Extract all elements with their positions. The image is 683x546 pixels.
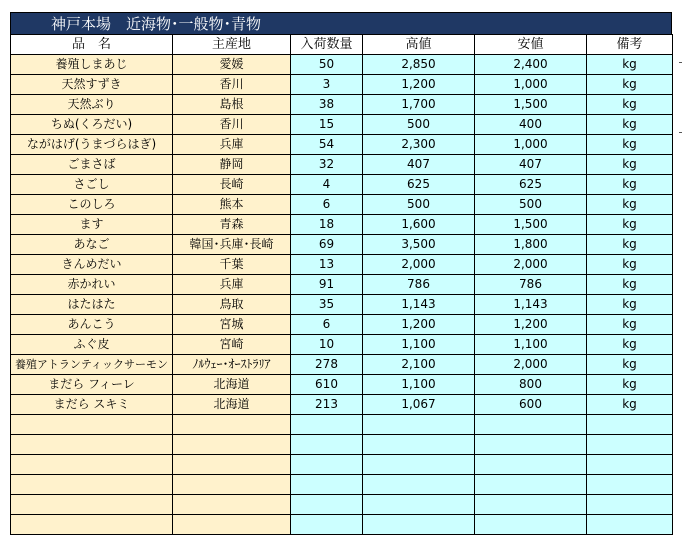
cell-name <box>11 515 173 535</box>
cell-high: 1,100 <box>363 335 475 355</box>
cell-qty: 15 <box>291 115 363 135</box>
cell-low: 786 <box>475 275 587 295</box>
edge-mark <box>679 62 682 63</box>
cell-qty <box>291 415 363 435</box>
cell-low: 407 <box>475 155 587 175</box>
cell-origin <box>173 515 291 535</box>
cell-name: きんめだい <box>11 255 173 275</box>
cell-low: 800 <box>475 375 587 395</box>
cell-qty: 50 <box>291 55 363 75</box>
cell-origin: 島根 <box>173 95 291 115</box>
cell-note: kg <box>587 115 673 135</box>
table-row <box>11 95 673 115</box>
cell-qty: 213 <box>291 395 363 415</box>
cell-name: あんこう <box>11 315 173 335</box>
cell-origin: 青森 <box>173 215 291 235</box>
cell-origin: 千葉 <box>173 255 291 275</box>
cell-qty: 13 <box>291 255 363 275</box>
cell-origin: 北海道 <box>173 375 291 395</box>
cell-note: kg <box>587 255 673 275</box>
table-row <box>11 275 673 295</box>
cell-high: 2,000 <box>363 255 475 275</box>
cell-low <box>475 515 587 535</box>
cell-low <box>475 435 587 455</box>
table-row <box>11 235 673 255</box>
cell-note: kg <box>587 275 673 295</box>
cell-name: さごし <box>11 175 173 195</box>
cell-note: kg <box>587 375 673 395</box>
header-note: 備考 <box>587 35 673 55</box>
cell-high: 1,143 <box>363 295 475 315</box>
price-sheet <box>10 12 672 535</box>
table-row <box>11 475 673 495</box>
cell-low: 500 <box>475 195 587 215</box>
cell-note: kg <box>587 175 673 195</box>
cell-high <box>363 515 475 535</box>
table-row <box>11 335 673 355</box>
cell-qty: 6 <box>291 315 363 335</box>
cell-qty: 69 <box>291 235 363 255</box>
edge-mark <box>679 132 682 133</box>
table-row <box>11 355 673 375</box>
cell-name <box>11 415 173 435</box>
cell-origin: ﾉﾙｳｪｰ･ｵｰｽﾄﾗﾘｱ <box>173 355 291 375</box>
table-row <box>11 255 673 275</box>
cell-name: 天然すずき <box>11 75 173 95</box>
table-row <box>11 155 673 175</box>
cell-note <box>587 435 673 455</box>
cell-name: はたはた <box>11 295 173 315</box>
cell-low: 1,200 <box>475 315 587 335</box>
cell-high: 1,700 <box>363 95 475 115</box>
cell-high: 2,100 <box>363 355 475 375</box>
cell-high <box>363 455 475 475</box>
cell-origin <box>173 455 291 475</box>
cell-low: 1,000 <box>475 135 587 155</box>
cell-note <box>587 515 673 535</box>
cell-note: kg <box>587 55 673 75</box>
cell-note: kg <box>587 155 673 175</box>
table-row <box>11 215 673 235</box>
cell-note <box>587 475 673 495</box>
cell-origin: 宮崎 <box>173 335 291 355</box>
cell-qty: 10 <box>291 335 363 355</box>
cell-low: 625 <box>475 175 587 195</box>
cell-low: 1,800 <box>475 235 587 255</box>
cell-low <box>475 415 587 435</box>
cell-high: 1,067 <box>363 395 475 415</box>
cell-high: 407 <box>363 155 475 175</box>
cell-qty: 38 <box>291 95 363 115</box>
cell-origin: 宮城 <box>173 315 291 335</box>
cell-low: 1,500 <box>475 215 587 235</box>
cell-low: 1,000 <box>475 75 587 95</box>
cell-qty: 6 <box>291 195 363 215</box>
cell-name: ながはげ(うまづらはぎ) <box>11 135 173 155</box>
cell-low: 2,000 <box>475 355 587 375</box>
cell-high: 786 <box>363 275 475 295</box>
cell-high <box>363 435 475 455</box>
cell-note: kg <box>587 215 673 235</box>
cell-high <box>363 475 475 495</box>
cell-low: 2,000 <box>475 255 587 275</box>
cell-low <box>475 495 587 515</box>
table-row <box>11 55 673 75</box>
cell-low: 1,100 <box>475 335 587 355</box>
cell-name: ちぬ(くろだい) <box>11 115 173 135</box>
cell-name: あなご <box>11 235 173 255</box>
header-qty: 入荷数量 <box>291 35 363 55</box>
cell-qty: 54 <box>291 135 363 155</box>
cell-qty: 610 <box>291 375 363 395</box>
table-row <box>11 415 673 435</box>
cell-high: 500 <box>363 115 475 135</box>
cell-origin: 愛媛 <box>173 55 291 75</box>
cell-origin: 香川 <box>173 75 291 95</box>
header-origin: 主産地 <box>173 35 291 55</box>
cell-origin: 兵庫 <box>173 275 291 295</box>
cell-note: kg <box>587 315 673 335</box>
header-high: 高値 <box>363 35 475 55</box>
table-row <box>11 375 673 395</box>
cell-qty: 3 <box>291 75 363 95</box>
header-name: 品 名 <box>11 35 173 55</box>
cell-qty: 18 <box>291 215 363 235</box>
cell-high: 1,100 <box>363 375 475 395</box>
cell-high: 2,300 <box>363 135 475 155</box>
cell-origin: 熊本 <box>173 195 291 215</box>
cell-qty: 4 <box>291 175 363 195</box>
cell-origin: 静岡 <box>173 155 291 175</box>
cell-name <box>11 475 173 495</box>
cell-name: まだら スキミ <box>11 395 173 415</box>
sheet-title: 神戸本場 近海物･一般物･青物 <box>10 12 672 34</box>
cell-note: kg <box>587 135 673 155</box>
cell-low: 600 <box>475 395 587 415</box>
cell-origin: 鳥取 <box>173 295 291 315</box>
cell-qty: 32 <box>291 155 363 175</box>
cell-high: 2,850 <box>363 55 475 75</box>
cell-name: ごまさば <box>11 155 173 175</box>
cell-low: 1,143 <box>475 295 587 315</box>
table-row <box>11 195 673 215</box>
cell-qty <box>291 495 363 515</box>
cell-origin <box>173 495 291 515</box>
cell-qty: 278 <box>291 355 363 375</box>
cell-note: kg <box>587 355 673 375</box>
cell-qty <box>291 515 363 535</box>
header-low: 安値 <box>475 35 587 55</box>
cell-origin <box>173 415 291 435</box>
cell-note <box>587 495 673 515</box>
cell-high: 3,500 <box>363 235 475 255</box>
cell-origin: 香川 <box>173 115 291 135</box>
cell-name <box>11 495 173 515</box>
cell-high <box>363 495 475 515</box>
cell-name: まだら フィーレ <box>11 375 173 395</box>
cell-note: kg <box>587 335 673 355</box>
cell-low <box>475 475 587 495</box>
cell-origin: 長崎 <box>173 175 291 195</box>
table-row <box>11 75 673 95</box>
cell-note: kg <box>587 235 673 255</box>
cell-note: kg <box>587 195 673 215</box>
cell-name: 養殖しまあじ <box>11 55 173 75</box>
cell-high: 625 <box>363 175 475 195</box>
table-row <box>11 495 673 515</box>
cell-note: kg <box>587 75 673 95</box>
cell-note <box>587 415 673 435</box>
header-row <box>11 35 673 55</box>
cell-low <box>475 455 587 475</box>
cell-name: 赤かれい <box>11 275 173 295</box>
cell-high: 1,200 <box>363 75 475 95</box>
cell-qty: 91 <box>291 275 363 295</box>
cell-low: 400 <box>475 115 587 135</box>
cell-name: ます <box>11 215 173 235</box>
cell-origin: 韓国･兵庫･長崎 <box>173 235 291 255</box>
table-row <box>11 315 673 335</box>
cell-high: 500 <box>363 195 475 215</box>
cell-note: kg <box>587 395 673 415</box>
table-row <box>11 455 673 475</box>
cell-name: ふぐ皮 <box>11 335 173 355</box>
cell-low: 1,500 <box>475 95 587 115</box>
cell-name: 天然ぶり <box>11 95 173 115</box>
cell-origin: 兵庫 <box>173 135 291 155</box>
cell-name: 養殖アトランティックサーモン <box>11 355 173 375</box>
cell-name: このしろ <box>11 195 173 215</box>
cell-high: 1,600 <box>363 215 475 235</box>
cell-qty: 35 <box>291 295 363 315</box>
table-body <box>11 55 673 535</box>
price-table <box>10 34 673 535</box>
cell-note: kg <box>587 95 673 115</box>
cell-note <box>587 455 673 475</box>
cell-qty <box>291 435 363 455</box>
cell-high: 1,200 <box>363 315 475 335</box>
table-row <box>11 115 673 135</box>
cell-qty <box>291 455 363 475</box>
cell-origin: 北海道 <box>173 395 291 415</box>
table-row <box>11 295 673 315</box>
cell-origin <box>173 435 291 455</box>
table-row <box>11 395 673 415</box>
cell-name <box>11 455 173 475</box>
cell-name <box>11 435 173 455</box>
cell-origin <box>173 475 291 495</box>
table-row <box>11 515 673 535</box>
cell-note: kg <box>587 295 673 315</box>
cell-qty <box>291 475 363 495</box>
cell-high <box>363 415 475 435</box>
cell-low: 2,400 <box>475 55 587 75</box>
table-row <box>11 135 673 155</box>
table-row <box>11 175 673 195</box>
table-row <box>11 435 673 455</box>
